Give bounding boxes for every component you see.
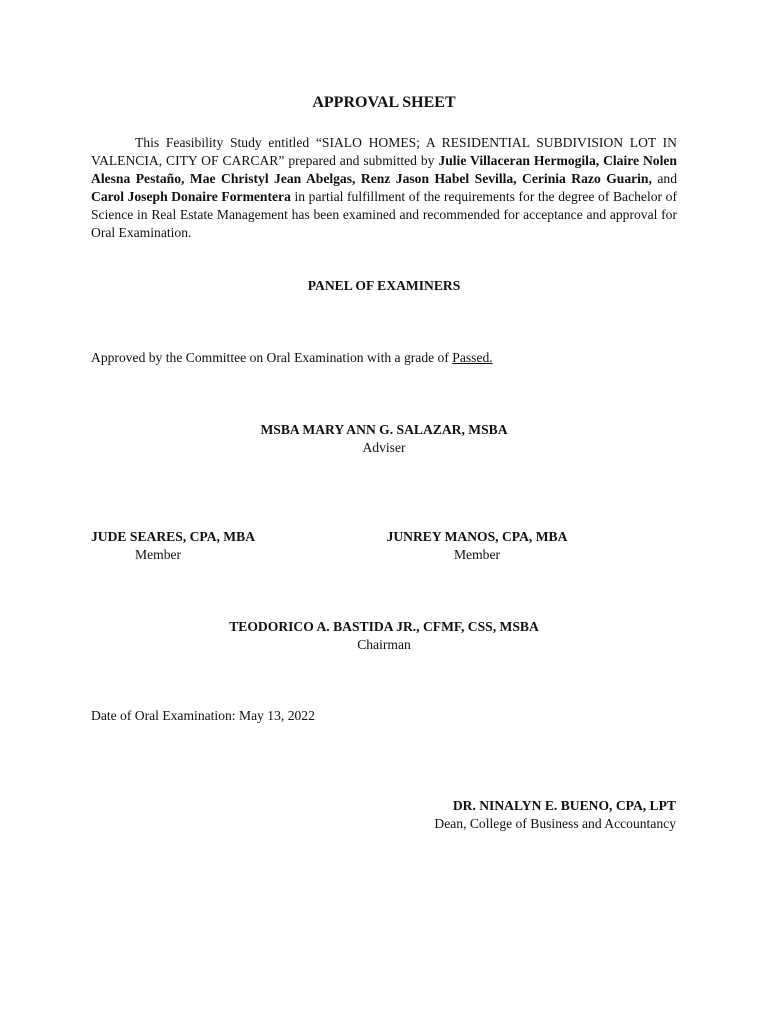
student-names: Julie Villaceran Hermogila, Claire Nolen Alesna Pestaño, Mae Christyl Jean Abelgas, Renz Jason Habel Sevilla, Cerinia Razo Guarin, — [91, 153, 677, 186]
adviser-role: Adviser — [362, 440, 406, 455]
member2-role: Member — [453, 547, 501, 562]
chairman-role: Chairman — [357, 637, 411, 652]
paragraph-text-2: and — [651, 171, 677, 186]
adviser-signature — [0, 421, 768, 457]
panel-heading: PANEL OF EXAMINERS — [307, 278, 461, 293]
dean-signature — [434, 797, 676, 833]
student-name-last: Carol Joseph Donaire Formentera — [91, 189, 291, 204]
dean-name: DR. NINALYN E. BUENO, CPA, LPT — [452, 798, 676, 813]
chairman-name: TEODORICO A. BASTIDA JR., CFMF, CSS, MSBA — [229, 619, 539, 634]
exam-date — [91, 708, 315, 724]
approval-line — [91, 350, 493, 366]
approval-text: Approved by the Committee on Oral Examination with a grade of — [91, 350, 453, 365]
chairman-signature — [0, 618, 768, 654]
dean-role: Dean, College of Business and Accountancy — [434, 816, 676, 831]
adviser-name: MSBA MARY ANN G. SALAZAR, MSBA — [260, 422, 508, 437]
approval-paragraph — [91, 134, 677, 242]
paragraph-text-1: This Feasibility Study entitled “SIALO HOMES; A RESIDENTIAL SUBDIVISION LOT IN VALENCIA, CITY OF CARCAR” prepared and submitted by — [91, 135, 677, 168]
page-title: APPROVAL SHEET — [312, 94, 456, 111]
member1-name: JUDE SEARES, CPA, MBA — [91, 529, 256, 544]
member-signature-1 — [91, 528, 273, 564]
member2-name: JUNREY MANOS, CPA, MBA — [386, 529, 568, 544]
exam-date-label: Date of Oral Examination: — [91, 708, 239, 723]
member1-role: Member — [135, 547, 182, 562]
approval-grade: Passed. — [452, 350, 493, 365]
member-signature-2 — [384, 528, 570, 564]
paragraph-text-3: in partial fulfillment of the requirements for the degree of Bachelor of Science in Real Estate Management has been examined and recommended for acceptance and approval for Oral Examination. — [91, 189, 677, 240]
exam-date-value: May 13, 2022 — [238, 708, 315, 723]
